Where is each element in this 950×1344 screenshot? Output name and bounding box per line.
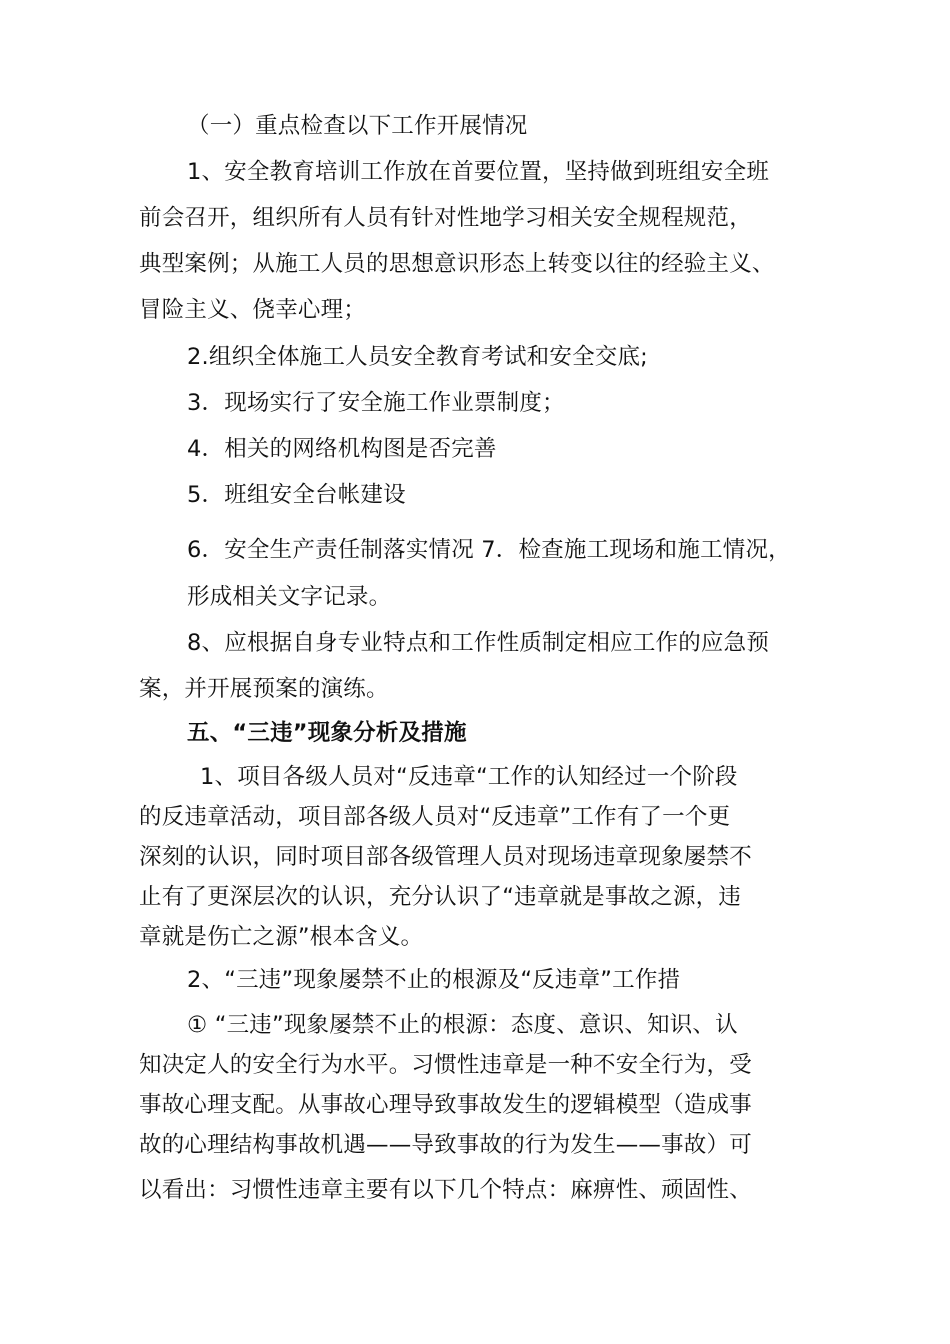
paragraph-line: 5．班组安全台帐建设	[187, 482, 406, 508]
paragraph-line: 案，并开展预案的演练。	[139, 676, 389, 702]
paragraph-line: 知决定人的安全行为水平。习惯性违章是一种不安全行为，受	[139, 1052, 752, 1078]
paragraph-line: 止有了更深层次的认识，充分认识了“违章就是事故之源，违	[139, 884, 742, 910]
paragraph-line: 6．安全生产责任制落实情况 7．检查施工现场和施工情况，	[187, 537, 791, 563]
paragraph-line: 的反违章活动，项目部各级人员对“反违章”工作有了一个更	[139, 804, 731, 830]
paragraph-line: 事故心理支配。从事故心理导致事故发生的逻辑模型（造成事	[139, 1092, 752, 1118]
paragraph-line: ① “三违”现象屡禁不止的根源：态度、意识、知识、认	[187, 1012, 738, 1038]
paragraph-line: 章就是伤亡之源”根本含义。	[139, 924, 424, 950]
paragraph-line: 1、项目各级人员对“反违章“工作的认知经过一个阶段	[200, 764, 738, 790]
paragraph-line: 冒险主义、侥幸心理；	[139, 297, 367, 323]
paragraph-line: 8、应根据自身专业特点和工作性质制定相应工作的应急预	[187, 630, 770, 656]
paragraph-line: 前会召开，组织所有人员有针对性地学习相关安全规程规范，	[139, 205, 752, 231]
section-subheading: （一）重点检查以下工作开展情况	[187, 113, 528, 139]
paragraph-line: 1、安全教育培训工作放在首要位置，坚持做到班组安全班	[187, 159, 770, 185]
paragraph-line: 2、“三违”现象屡禁不止的根源及“反违章”工作措	[187, 967, 681, 993]
paragraph-line: 典型案例；从施工人员的思想意识形态上转变以往的经验主义、	[139, 251, 775, 277]
paragraph-line: 4．相关的网络机构图是否完善	[187, 436, 497, 462]
paragraph-line: 故的心理结构事故机遇——导致事故的行为发生——事故）可	[139, 1132, 752, 1158]
paragraph-line: 3．现场实行了安全施工作业票制度；	[187, 390, 565, 416]
paragraph-line: 2.组织全体施工人员安全教育考试和安全交底;	[187, 344, 648, 370]
paragraph-line: 以看出：习惯性违章主要有以下几个特点：麻痹性、顽固性、	[139, 1177, 752, 1203]
paragraph-line: 深刻的认识，同时项目部各级管理人员对现场违章现象屡禁不	[139, 844, 752, 870]
section-heading: 五、“三违”现象分析及措施	[187, 720, 467, 746]
paragraph-line: 形成相关文字记录。	[187, 584, 392, 610]
